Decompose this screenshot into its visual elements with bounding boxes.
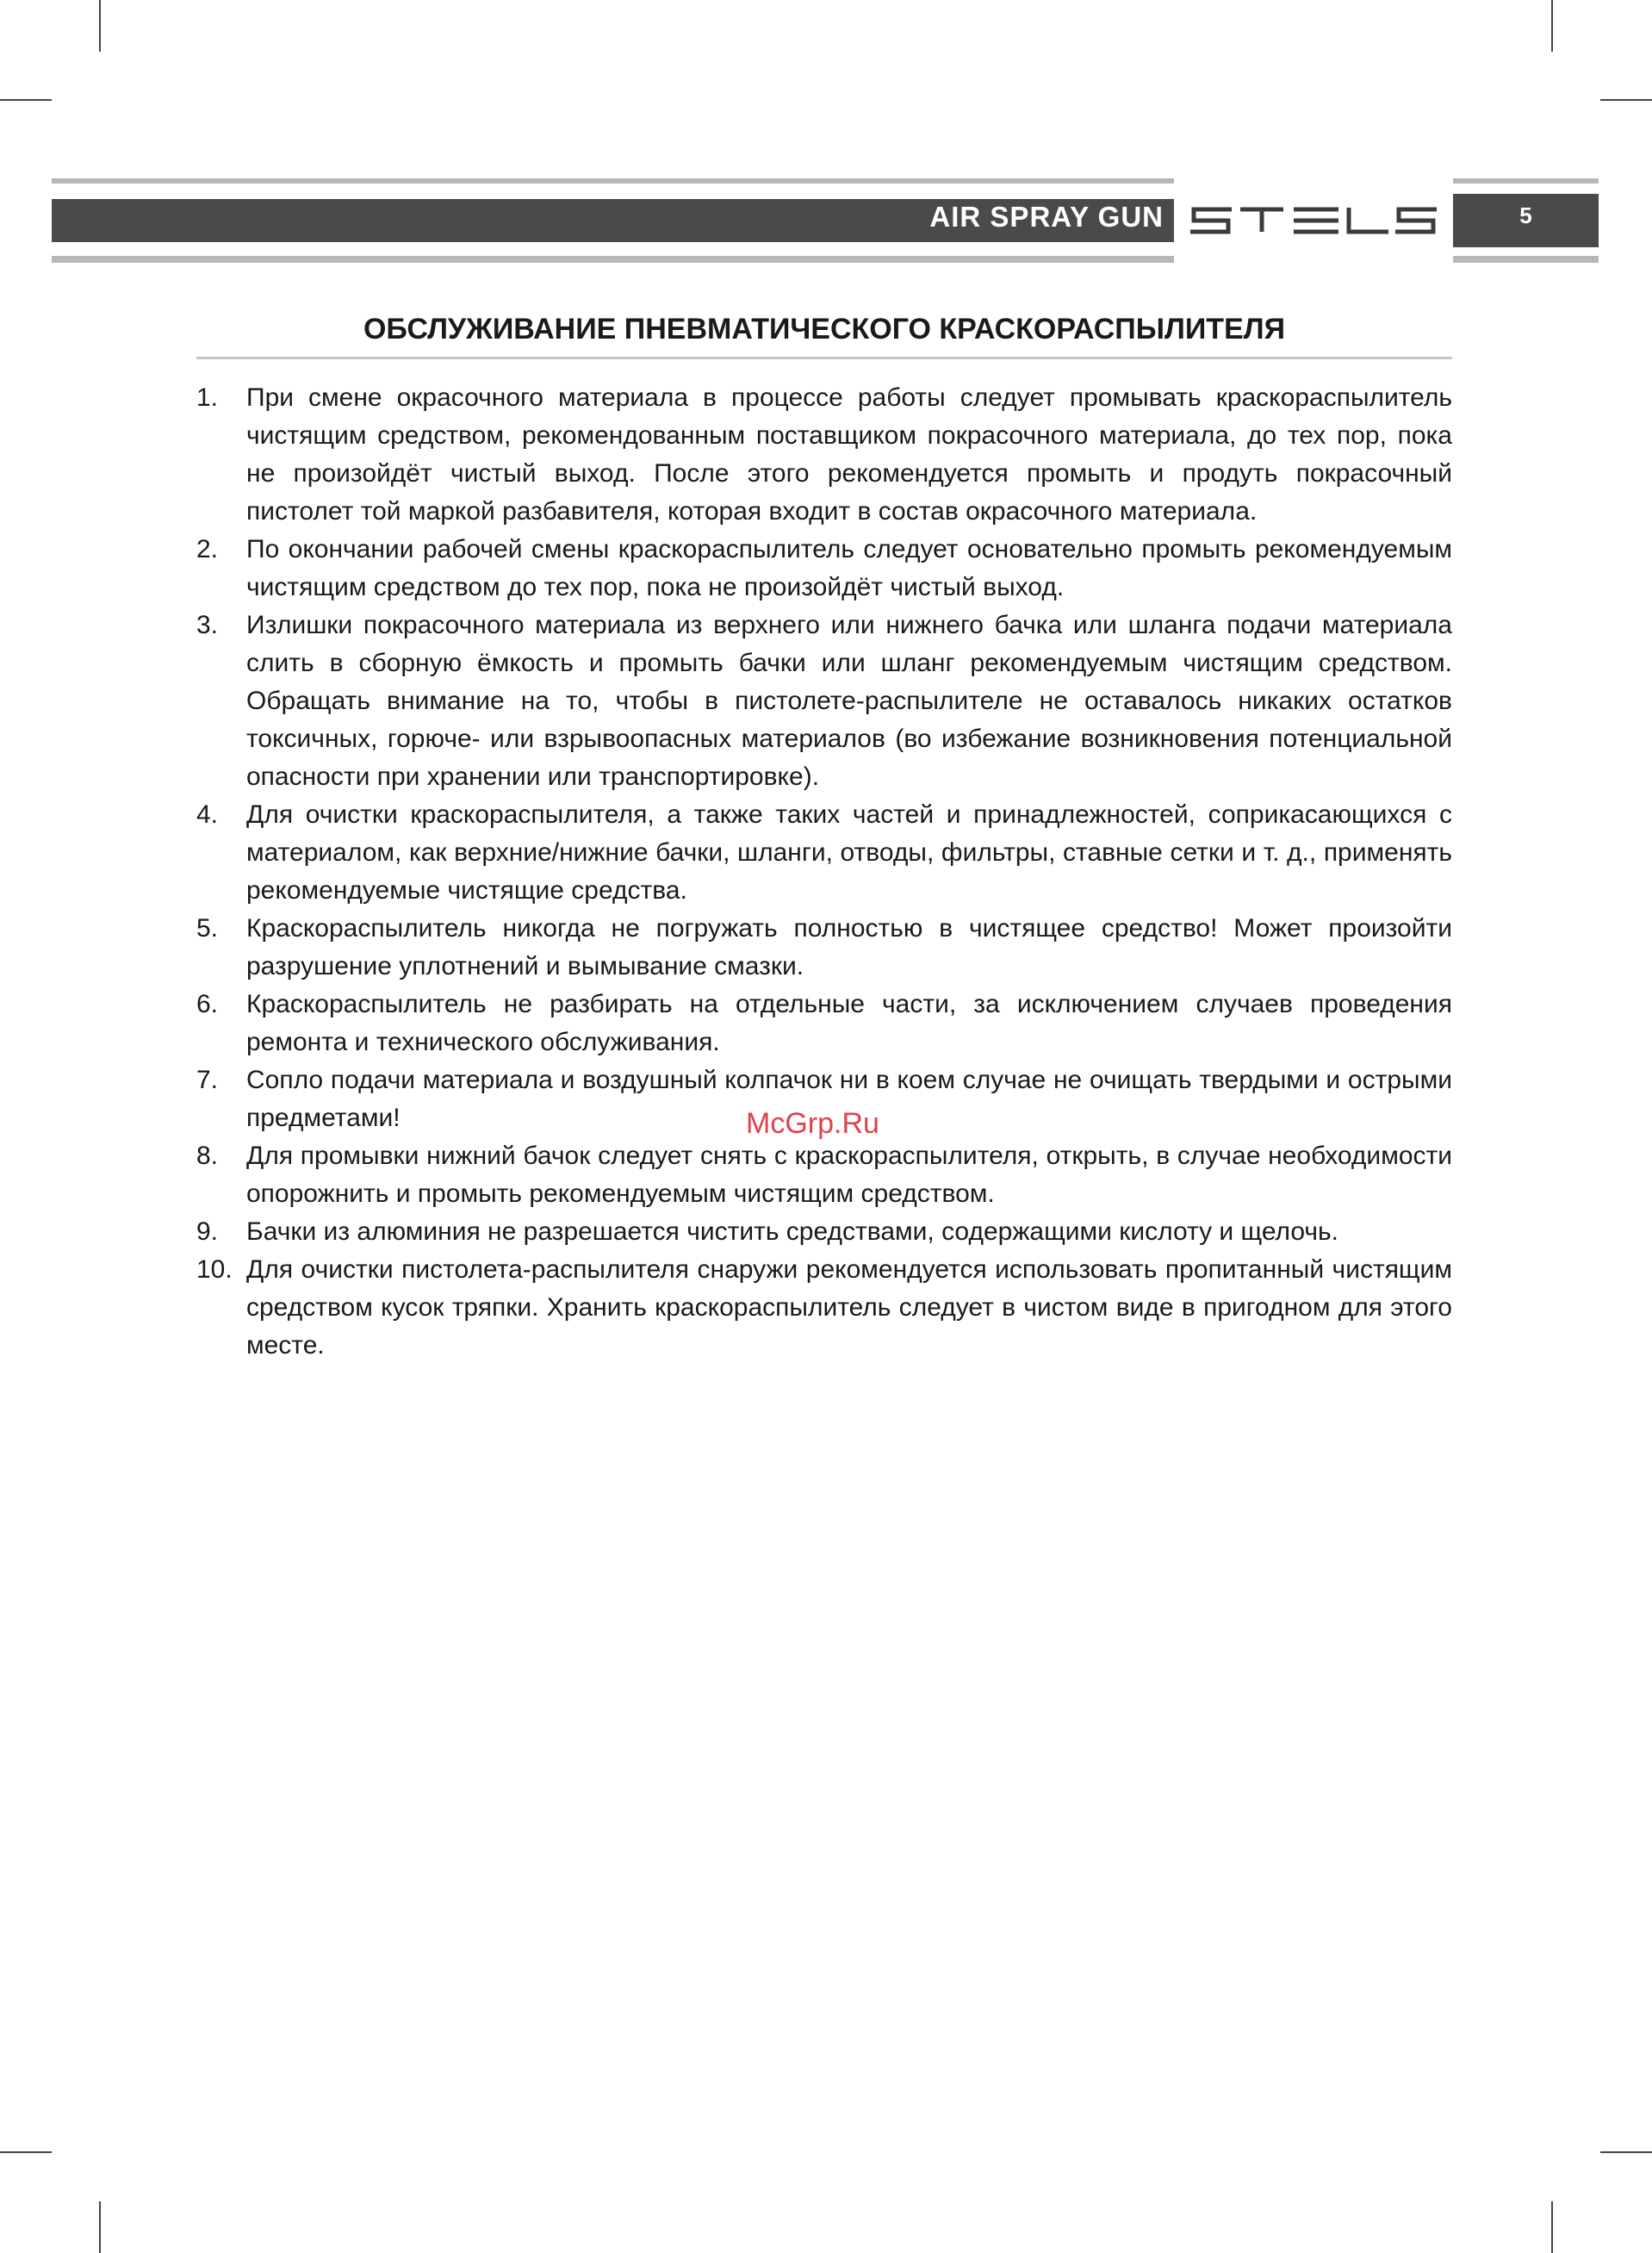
crop-mark-right-lower bbox=[1600, 2151, 1652, 2153]
list-item bbox=[196, 379, 1452, 531]
crop-mark-bottom-right bbox=[1551, 2201, 1553, 2253]
page-header bbox=[52, 178, 1599, 263]
list-item bbox=[196, 986, 1452, 1061]
item-text: Сопло подачи материала и воздушный колпачок ни в коем случае не очищать твердыми и острыми предметами! bbox=[246, 1066, 1452, 1132]
item-number: 4. bbox=[196, 800, 219, 829]
heading-divider bbox=[196, 357, 1452, 359]
item-text: Краскораспылитель не разбирать на отдельные части, за исключением случаев проведения ремонта и технического обслуживания. bbox=[246, 990, 1452, 1056]
item-text: Для очистки краскораспылителя, а также таких частей и принадлежностей, соприкасающихся с материалом, как верхние/нижние бачки, шланги, отводы, фильтры, ставные сетки и т. д., применять рекомендуемые чистящие средства. bbox=[246, 800, 1452, 905]
header-band-right bbox=[1453, 178, 1599, 263]
page-number: 5 bbox=[1519, 202, 1532, 228]
list-item bbox=[196, 796, 1452, 910]
header-title: AIR SPRAY GUN bbox=[929, 201, 1164, 233]
item-text: По окончании рабочей смены краскораспылитель следует основательно промыть рекомендуемым чистящим средством до тех пор, пока не произойдёт чистый выход. bbox=[246, 535, 1452, 601]
item-text: Для промывки нижний бачок следует снять с краскораспылителя, открыть, в случае необходимости опорожнить и промыть рекомендуемым чистящим средством. bbox=[246, 1142, 1452, 1208]
item-number: 5. bbox=[196, 914, 219, 943]
list-item bbox=[196, 910, 1452, 986]
crop-mark-bottom-left bbox=[99, 2201, 101, 2253]
header-band-left bbox=[52, 178, 1174, 263]
item-number: 2. bbox=[196, 535, 219, 563]
list-item bbox=[196, 1213, 1452, 1251]
item-number: 7. bbox=[196, 1066, 219, 1094]
item-number: 10. bbox=[196, 1255, 233, 1284]
item-number: 6. bbox=[196, 990, 219, 1018]
crop-mark-right-upper bbox=[1600, 99, 1652, 101]
list-item bbox=[196, 1251, 1452, 1365]
item-text: Бачки из алюминия не разрешается чистить средствами, содержащими кислоту и щелочь. bbox=[246, 1217, 1338, 1246]
item-text: Краскораспылитель никогда не погружать полностью в чистящее средство! Может произойти разрушение уплотнений и вымывание смазки. bbox=[246, 914, 1452, 980]
maintenance-list bbox=[196, 379, 1452, 1365]
item-text: Для очистки пистолета-распылителя снаружи рекомендуется использовать пропитанный чистящим средством кусок тряпки. Хранить краскораспылитель следует в чистом виде в пригодном для этого месте. bbox=[246, 1255, 1452, 1360]
item-number: 9. bbox=[196, 1217, 219, 1246]
list-item bbox=[196, 607, 1452, 796]
crop-mark-left-lower bbox=[0, 2151, 52, 2153]
crop-mark-top-left bbox=[99, 0, 101, 52]
item-text: Излишки покрасочного материала из верхнего или нижнего бачка или шланга подачи материала слить в сборную ёмкость и промыть бачки или шланг рекомендуемым чистящим средством. Обращать внимание на то, чтобы в пистолете-распылителе не оставалось никаких остатков токсичных, горюче- или взрывоопасных материалов (во избежание возникновения потенциальной опасности при хранении или транспортировке). bbox=[246, 611, 1452, 791]
item-number: 3. bbox=[196, 611, 219, 639]
item-number: 8. bbox=[196, 1142, 219, 1170]
list-item bbox=[196, 1137, 1452, 1213]
item-text: При смене окрасочного материала в процессе работы следует промывать краскораспылитель чистящим средством, рекомендованным поставщиком покрасочного материала, до тех пор, пока не произойдёт чистый выход. После этого рекомендуется промыть и продуть покрасочный пистолет той маркой разбавителя, которая входит в состав окрасочного материала. bbox=[246, 383, 1452, 526]
list-item bbox=[196, 531, 1452, 607]
crop-mark-left-upper bbox=[0, 99, 52, 101]
item-number: 1. bbox=[196, 383, 219, 412]
stels-logo bbox=[1190, 207, 1438, 234]
section-heading: ОБСЛУЖИВАНИЕ ПНЕВМАТИЧЕСКОГО КРАСКОРАСПЫЛИТЕЛЯ bbox=[363, 313, 1286, 345]
watermark: McGrp.Ru bbox=[746, 1107, 879, 1140]
crop-mark-top-right bbox=[1551, 0, 1553, 52]
